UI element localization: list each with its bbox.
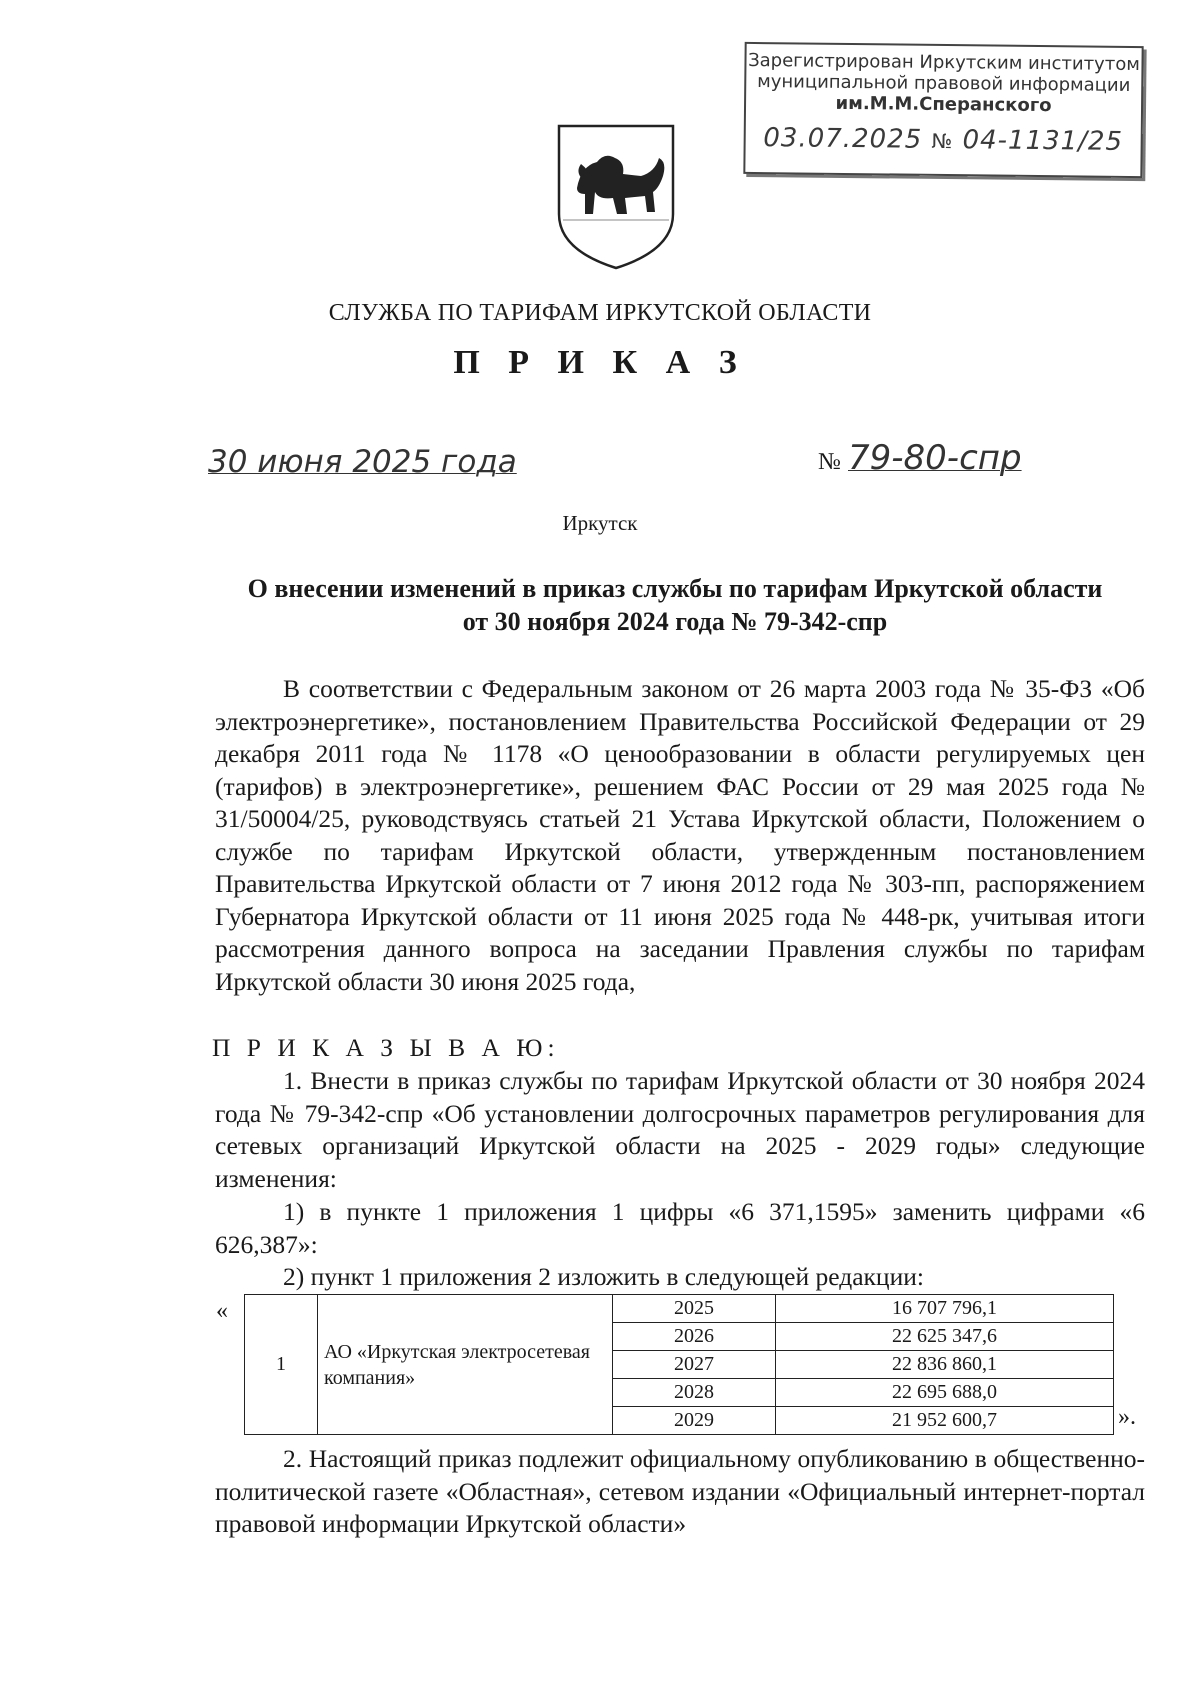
organization-cell: АО «Иркутская электросетевая компания» [318,1295,613,1435]
subject-line-2: от 30 ноября 2024 года № 79-342-спр [462,607,888,636]
stamp-line-1: Зарегистрирован Иркутским институтом [748,49,1140,76]
order-date: 30 июня 2025 года [208,444,517,480]
table-quote-open: « [216,1298,228,1324]
stamp-line-2: муниципальной правовой информации [757,71,1131,96]
registration-stamp [743,42,1143,178]
year-cell: 2025 [613,1295,776,1323]
preamble-paragraph: В соответствии с Федеральным законом от 26 марта 2003 года № 35-ФЗ «Об электроэнергетике», постановлением Правительства Российской Федерации от 29 декабря 2011 года № 1178 «О ценообразовании в области регулируемых цен (тарифов) в электроэнергетике», решением ФАС России от 29 мая 2025 года № 31/50004/25, руководствуясь статьей 21 Устава Иркутской области, Положением о службе по тарифам Иркутской области, утвержденным постановлением Правительства Иркутской области от 7 июня 2012 года № 303-пп, распоряжением Губернатора Иркутской области от 11 июня 2025 года № 448-рк, учитывая итоги рассмотрения данного вопроса на заседании Правления службы по тарифам Иркутской области 30 июня 2025 года, [215,674,1145,996]
stamp-line-3: им.М.М.Сперанского [835,92,1052,117]
value-cell: 21 952 600,7 [776,1407,1114,1435]
agency-name: СЛУЖБА ПО ТАРИФАМ ИРКУТСКОЙ ОБЛАСТИ [328,300,872,326]
item-2-paragraph: 2. Настоящий приказ подлежит официальному опубликованию в общественно-политической газете «Областная», сетевом издании «Официальный интернет-портал правовой информации Иркутской области» [215,1444,1145,1538]
table-quote-close: ». [1118,1404,1136,1430]
orders-heading: П Р И К А З Ы В А Ю: [212,1033,560,1062]
stamp-number-sign: № [931,128,954,154]
order-subject [210,572,1140,638]
stamp-date: 03.07.2025 [763,123,923,155]
year-cell: 2027 [613,1351,776,1379]
stamp-reg-number: 04-1131/25 [962,125,1124,157]
order-number-label: № [818,449,841,475]
document-type: П Р И К А З [453,344,747,381]
value-cell: 22 695 688,0 [776,1379,1114,1407]
table-row [245,1295,1114,1323]
tariff-table [244,1294,1114,1435]
year-cell: 2029 [613,1407,776,1435]
item-1-paragraph: 1. Внести в приказ службы по тарифам Иркутской области от 30 ноября 2024 года № 79-342-спр «Об установлении долгосрочных параметров регулирования для сетевых организаций Иркутской области на 2025 - 2029 годы» следующие изменения: [215,1066,1145,1193]
year-cell: 2026 [613,1323,776,1351]
coat-of-arms-icon [555,122,677,272]
year-cell: 2028 [613,1379,776,1407]
subitem-1-paragraph: 1) в пункте 1 приложения 1 цифры «6 371,1595» заменить цифрами «6 626,387»: [215,1197,1145,1259]
row-number-cell: 1 [245,1295,318,1435]
stamp-handwriting [746,123,1141,157]
subitem-2-paragraph: 2) пункт 1 приложения 2 изложить в следующей редакции: [283,1262,924,1291]
value-cell: 22 836 860,1 [776,1351,1114,1379]
order-number: 79-80-спр [848,438,1022,478]
subject-line-1: О внесении изменений в приказ службы по тарифам Иркутской области [247,574,1103,603]
value-cell: 16 707 796,1 [776,1295,1114,1323]
city: Иркутск [562,511,638,535]
value-cell: 22 625 347,6 [776,1323,1114,1351]
